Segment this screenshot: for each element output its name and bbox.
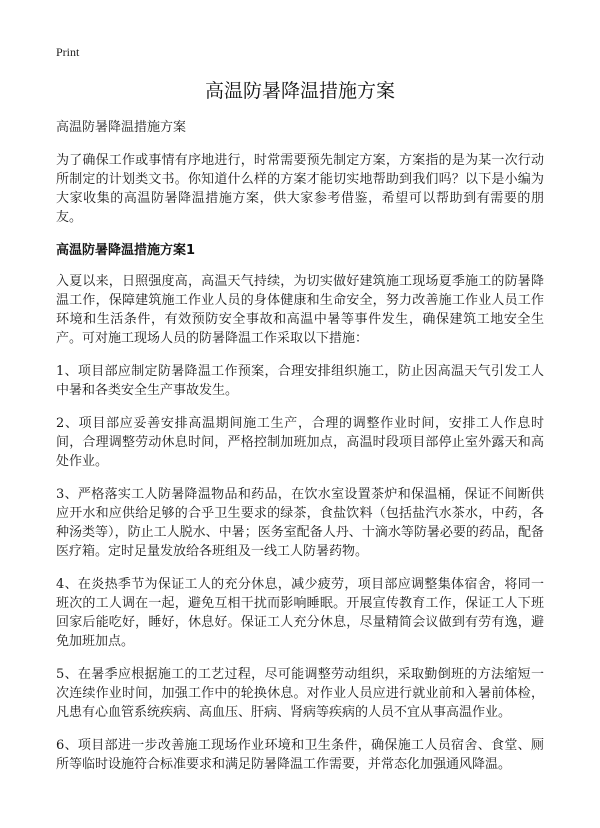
measure-item-2: 2、项目部应妥善安排高温期间施工生产，合理的调整作业时间，安排工人作息时间，合理调整劳动休息时间，严格控制加班加点，高温时段项目部停止室外露天和高处作业。 [56, 416, 544, 469]
document-subtitle: 高温防暑降温措施方案 [56, 120, 187, 135]
print-label: Print [56, 45, 80, 59]
section-paragraph: 入夏以来，日照强度高，高温天气持续，为切实做好建筑施工现场夏季施工的防暑降温工作，保障建筑施工作业人员的身体健康和生命安全，努力改善施工作业人员工作环境和生活条件，有效预防安全事故和高温中暑等事件发生，确保建筑工地安全生产。可对施工现场人员的防暑降温工作采取以下措施： [56, 274, 544, 346]
section-heading: 高温防暑降温措施方案1 [56, 243, 196, 258]
measure-item-5: 5、在暑季应根据施工的工艺过程，尽可能调整劳动组织，采取勤倒班的方法缩短一次连续作业时间，加强工作中的轮换休息。对作业人员应进行就业前和入暑前体检，凡患有心血管系统疾病、高血压、肝病、肾病等疾病的人员不宜从事高温作业。 [56, 667, 544, 720]
measure-item-4: 4、在炎热季节为保证工人的充分休息，减少疲劳，项目部应调整集体宿舍，将同一班次的工人调在一起，避免互相干扰而影响睡眠。开展宣传教育工作，保证工人下班回家后能吃好，睡好，休息好。保证工人充分休息，尽量精简会议做到有劳有逸，避免加班加点。 [56, 577, 544, 649]
document-title: 高温防暑降温措施方案 [204, 80, 395, 102]
measure-item-1: 1、项目部应制定防暑降温工作预案，合理安排组织施工，防止因高温天气引发工人中暑和各类安全生产事故发生。 [56, 364, 544, 398]
measure-item-6: 6、项目部进一步改善施工现场作业环境和卫生条件，确保施工人员宿舍、食堂、厕所等临时设施符合标准要求和满足防暑降温工作需要，并常态化加强通风降温。 [56, 738, 544, 772]
measure-item-3: 3、严格落实工人防暑降温物品和药品，在饮水室设置茶炉和保温桶，保证不间断供应开水和应供给足够的合乎卫生要求的绿茶，食盐饮料（包括盐汽水茶水，中药，各种汤类等），防止工人脱水、中暑；医务室配备人丹、十滴水等防暑必要的药品，配备医疗箱。定时足量发放给各班组及一线工人防暑药物。 [56, 487, 544, 559]
intro-paragraph: 为了确保工作或事情有序地进行，时常需要预先制定方案，方案指的是为某一次行动所制定的计划类文书。你知道什么样的方案才能切实地帮助到我们吗？以下是小编为大家收集的高温防暑降温措施方案，供大家参考借鉴，希望可以帮助到有需要的朋友。 [56, 153, 544, 225]
